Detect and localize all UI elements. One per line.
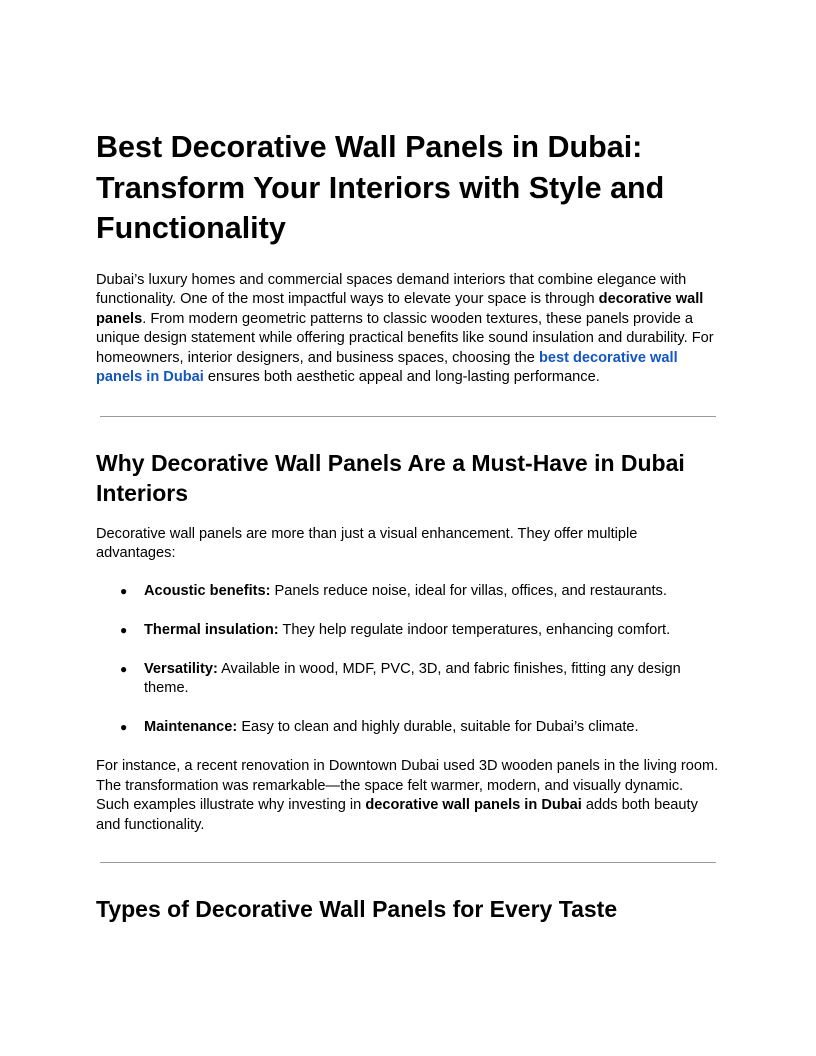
bullet-icon: ● [120,661,128,676]
section-heading-types: Types of Decorative Wall Panels for Every Taste [96,896,618,922]
intro-text-2: . From modern geometric patterns to classic wooden textures, these panels provide a unique design statement while offering practical benefits like sound insulation and durability. For homeowners, interior designers, and business spaces, choosing the [96,310,714,366]
list-item-label: Acoustic benefits: [144,582,271,599]
list-item-text: Available in wood, MDF, PVC, 3D, and fabric finishes, fitting any design theme. [144,660,681,696]
intro-paragraph [96,271,720,388]
list-item-label: Maintenance: [144,719,238,735]
list-item-text: Easy to clean and highly durable, suitable for Dubai’s climate. [237,719,639,735]
list-item [96,718,720,738]
intro-bold-keyword: decorative wall panels [96,291,704,327]
intro-text-3: ensures both aesthetic appeal and long-lasting performance. [203,369,600,385]
example-paragraph [96,757,720,835]
list-item-text: They help regulate indoor temperatures, enhancing comfort. [278,621,671,638]
list-item-label: Thermal insulation: [144,621,279,638]
section-lead-paragraph: Decorative wall panels are more than just a visual enhancement. They offer multiple advantages: [96,525,638,561]
bullet-icon: ● [120,720,128,734]
list-item [96,660,720,699]
example-bold-keyword: decorative wall panels in Dubai [365,797,582,813]
advantages-list [96,582,720,738]
divider [100,862,716,863]
document-body [96,127,720,925]
list-item-label: Versatility: [144,660,218,677]
list-item [96,582,720,602]
example-text-1: For instance, a recent renovation in Downtown Dubai used 3D wooden panels in the living room. The transformation was remarkable—the space felt warmer, modern, and visually dynamic. Such examples illustrate why investing in [96,758,719,813]
intro-text-1: Dubai’s luxury homes and commercial spaces demand interiors that combine elegance with functionality. One of the most impactful ways to elevate your space is through [96,271,687,307]
best-panels-link[interactable]: best decorative wall panels in Dubai [96,349,678,385]
bullet-icon: ● [120,583,128,598]
page-title: Best Decorative Wall Panels in Dubai: Transform Your Interiors with Style and Functionality [96,130,665,245]
bullet-icon: ● [120,622,128,637]
example-text-2: adds both beauty and functionality. [96,797,698,833]
section-heading-why: Why Decorative Wall Panels Are a Must-Have in Dubai Interiors [96,449,685,506]
list-item [96,621,720,641]
list-item-text: Panels reduce noise, ideal for villas, offices, and restaurants. [270,582,667,599]
divider [100,416,716,417]
